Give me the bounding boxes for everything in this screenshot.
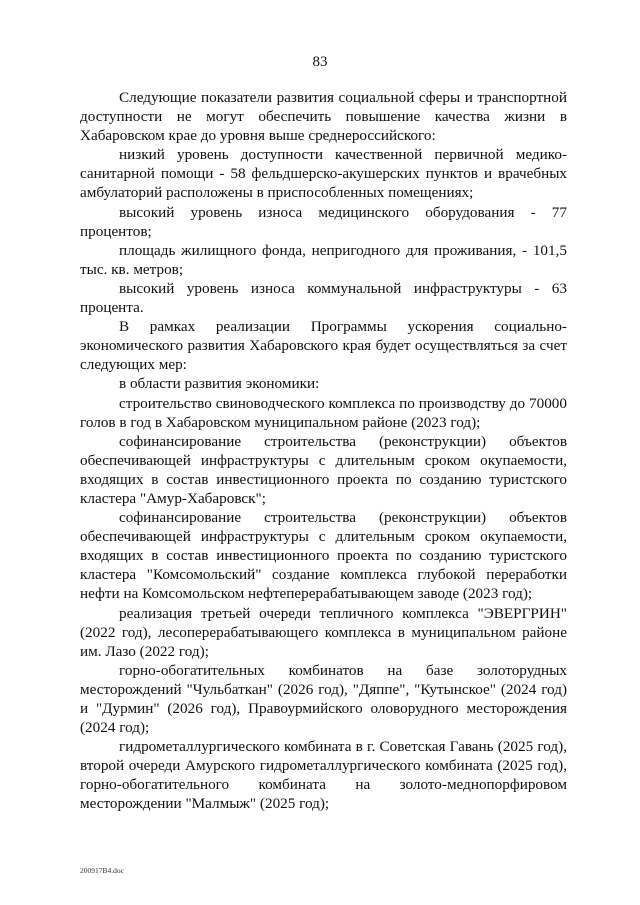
paragraph-7: в области развития экономики: [119, 375, 320, 393]
footer-filename: 200917В4.doc [80, 866, 124, 875]
paragraph-8: строительство свиноводческого комплекса по производству до 70000 голов в год в Хабаровском муниципальном районе (2023 год); [80, 394, 567, 431]
page-number: 83 [312, 54, 328, 70]
paragraph-13: гидрометаллургического комбината в г. Советская Гавань (2025 год), второй очереди Амурского гидрометаллургического комбината (2025 год), горно-обогатительного комбината на золото-меднопорфировом месторождении "Малмыж" (2025 год); [80, 738, 567, 813]
paragraph-10: софинансирование строительства (реконструкции) объектов обеспечивающей инфраструктуры с длительным сроком окупаемости, входящих в состав инвестиционного проекта по созданию туристского кластера "Комсомольский" создание комплекса глубокой переработки нефти на Комсомольском нефтеперерабатывающем заводе (2023 год); [80, 509, 567, 603]
paragraph-11: реализация третьей очереди тепличного комплекса "ЭВЕРГРИН" (2022 год), лесоперерабатывающего комплекса в муниципальном районе им. Лазо (2022 год); [80, 604, 567, 660]
document-body [80, 88, 567, 814]
paragraph-2: низкий уровень доступности качественной первичной медико-санитарной помощи - 58 фельдшерско-акушерских пунктов и врачебных амбулаторий расположены в приспособленных помещениях; [80, 146, 567, 202]
paragraph-12: горно-обогатительных комбинатов на базе золоторудных месторождений "Чульбаткан" (2026 год), "Дяппе", "Кутынское" (2024 год) и "Дурмин" (2026 год), Правоурмийского оловорудного месторождения (2024 год); [80, 661, 567, 737]
paragraph-5: высокий уровень износа коммунальной инфраструктуры - 63 процента. [80, 279, 567, 317]
paragraph-3: высокий уровень износа медицинского оборудования - 77 процентов; [80, 203, 567, 240]
paragraph-6: В рамках реализации Программы ускорения социально-экономического развития Хабаровского края будет осуществляться за счет следующих мер: [80, 318, 567, 374]
paragraph-4: площадь жилищного фонда, непригодного для проживания, - 101,5 тыс. кв. метров; [80, 241, 567, 278]
paragraph-1: Следующие показатели развития социальной сферы и транспортной доступности не могут обеспечить повышение качества жизни в Хабаровском крае до уровня выше среднероссийского: [80, 89, 567, 145]
paragraph-9: софинансирование строительства (реконструкции) объектов обеспечивающей инфраструктуры с длительным сроком окупаемости, входящих в состав инвестиционного проекта по созданию туристского кластера "Амур-Хабаровск"; [80, 432, 567, 507]
